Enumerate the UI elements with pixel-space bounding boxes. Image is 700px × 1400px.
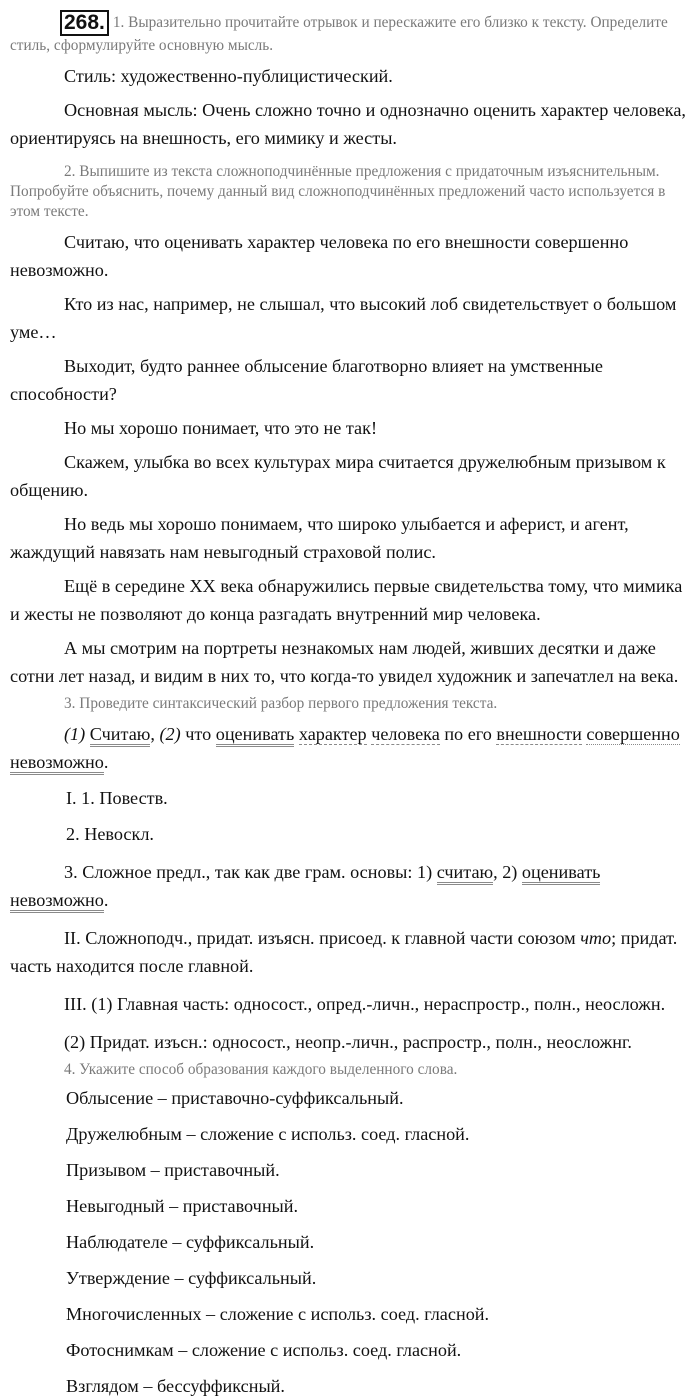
answer-2-sentence: Выходит, будто раннее облысение благотворно влияет на умственные способности?	[10, 356, 603, 404]
parse-line-3	[10, 858, 690, 914]
parse-line-2: 2. Невоскл.	[66, 824, 154, 844]
task-3: 3. Проведите синтаксический разбор первого предложения текста.	[64, 695, 498, 712]
parse-line-ii-text: II. Сложноподч., придат. изъясн. присоед. к главной части союзом	[64, 928, 581, 948]
word-formation-item: Призывом – приставочный.	[66, 1160, 280, 1180]
task-1	[10, 10, 690, 56]
word-formation-item: Многочисленных – сложение с использ. соед. гласной.	[66, 1304, 490, 1324]
document-page	[10, 6, 690, 1400]
word-formation-item: Фотоснимкам – сложение с использ. соед. гласной.	[66, 1340, 462, 1360]
word-formation-item: Наблюдателе – суффиксальный.	[66, 1232, 315, 1252]
conjunction: что	[580, 928, 612, 948]
parse-line-ii-text: ; придат. часть находится после главной.	[10, 928, 678, 976]
punctuation: ,	[150, 724, 155, 744]
task-2: 2. Выпишите из текста сложноподчинённые предложения с придаточным изъяснительным. Попробуйте объяснить, почему данный вид сложноподчинённых предложений часто используется в этом тексте.	[10, 163, 666, 220]
clause-marker-2: (2)	[159, 724, 181, 744]
parse-line-i1: I. 1. Повеств.	[66, 788, 168, 808]
answer-2-sentence: Но мы хорошо понимает, что это не так!	[64, 418, 378, 438]
answer-2-sentence: Кто из нас, например, не слышал, что высокий лоб свидетельствует о большом уме…	[10, 294, 677, 342]
punctuation: .	[103, 890, 109, 910]
punctuation: .	[103, 752, 109, 772]
attribute-word: человека	[371, 724, 440, 744]
predicate-word: считаю	[437, 862, 493, 885]
task-1-text: 1. Выразительно прочитайте отрывок и перескажите его близко к тексту. Определите стиль, сформулируйте основную мысль.	[10, 14, 668, 54]
word-formation-item: Дружелюбным – сложение с использ. соед. гласной.	[66, 1124, 470, 1144]
answer-2-sentence: Но ведь мы хорошо понимаем, что широко улыбается и аферист, и агент, жаждущий навязать нам невыгодный страховой полис.	[10, 514, 629, 562]
conjunction: что	[185, 724, 212, 744]
exercise-number: 268.	[60, 10, 109, 36]
answer-2-sentence: Считаю, что оценивать характер человека по его внешности совершенно невозможно.	[10, 232, 629, 280]
object-word: характер	[298, 724, 367, 744]
word-formation-item: Взглядом – бессуффиксный.	[66, 1376, 285, 1396]
parsed-sentence	[10, 720, 690, 776]
predicate-word: оценивать	[522, 862, 601, 885]
word-formation-item: Облысение – приставочно-суффиксальный.	[66, 1088, 404, 1108]
plain-words: по его	[444, 724, 492, 744]
task-4: 4. Укажите способ образования каждого выделенного слова.	[64, 1061, 458, 1078]
parse-line-3-text: 3. Сложное предл., так как две грам. основы: 1)	[64, 862, 437, 882]
object-word: внешности	[496, 724, 582, 744]
adverbial-word: совершенно	[586, 724, 680, 744]
parse-line-iii-2: (2) Придат. изъсн.: односост., неопр.-личн., распростр., полн., неосложнг.	[64, 1032, 632, 1052]
answer-1-main-idea: Основная мысль: Очень сложно точно и однозначно оценить характер человека, ориентируясь на внешность, его мимику и жесты.	[10, 100, 686, 148]
answer-2-sentence: А мы смотрим на портреты незнакомых нам людей, живших десятки и даже сотни лет назад, и видим в них то, что когда-то увидел художник и запечатлел на века.	[10, 638, 679, 686]
parse-line-iii: III. (1) Главная часть: односост., опред.-личн., нераспростр., полн., неосложн.	[64, 994, 666, 1014]
predicate-word: Считаю	[90, 724, 151, 747]
parse-line-3-text: , 2)	[493, 862, 522, 882]
answer-2-sentence: Скажем, улыбка во всех культурах мира считается дружелюбным призывом к общению.	[10, 452, 666, 500]
parse-line-ii	[10, 924, 690, 980]
predicate-word: невозможно	[10, 890, 104, 913]
predicate-word: невозможно	[10, 752, 104, 775]
clause-marker-1: (1)	[64, 724, 86, 744]
answer-1-style: Стиль: художественно-публицистический.	[64, 66, 393, 86]
word-formation-item: Невыгодный – приставочный.	[66, 1196, 299, 1216]
word-formation-item: Утверждение – суффиксальный.	[66, 1268, 317, 1288]
predicate-word: оценивать	[216, 724, 295, 747]
answer-2-sentence: Ещё в середине XX века обнаружились первые свидетельства тому, что мимика и жесты не позволяют до конца разгадать внутренний мир человека.	[10, 576, 683, 624]
